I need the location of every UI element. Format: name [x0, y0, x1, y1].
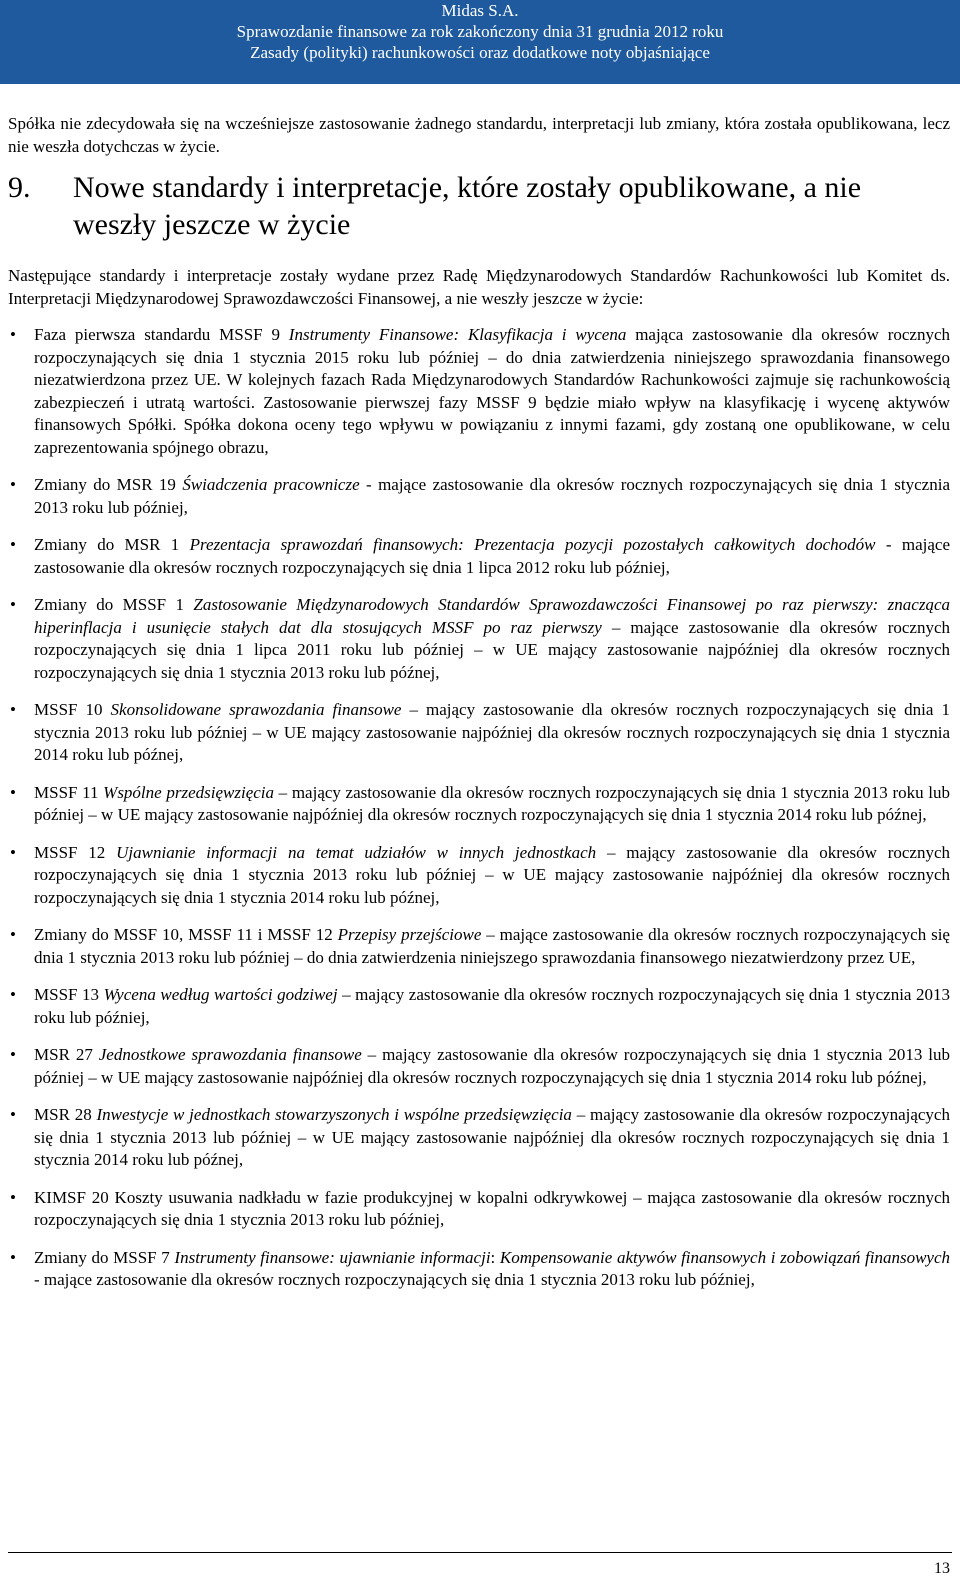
item-text: MSR 28	[34, 1105, 97, 1124]
item-title: Kompensowanie aktywów finansowych i zobowiązań finansowych	[499, 1247, 950, 1267]
list-item	[8, 924, 950, 969]
item-text: MSSF 13	[34, 985, 104, 1004]
section-title: Nowe standardy i interpretacje, które zostały opublikowane, a nie weszły jeszcze w życie	[73, 171, 862, 241]
item-title: Wycena według wartości godziwej	[103, 985, 338, 1004]
item-text: KIMSF 20 Koszty usuwania nadkładu w fazie produkcyjnej w kopalni odkrywkowej – mająca zastosowanie dla okresów rocznych rozpoczynających się dnia 1 stycznia 2013 roku lub później,	[34, 1187, 950, 1229]
page-number: 13	[934, 1560, 950, 1577]
item-text: - mające zastosowanie dla okresów rocznych rozpoczynających się dnia 1 stycznia 2013 roku lub później,	[34, 475, 950, 517]
item-text: – mający zastosowanie dla okresów rocznych rozpoczynających się dnia 1 stycznia 2013 roku lub później – w UE mający zastosowanie najpóźniej dla okresów rocznych rozpoczynających się dnia 1 stycznia 2014 roku lub późnej,	[34, 700, 950, 764]
bullet-icon: •	[10, 925, 16, 944]
list-item	[8, 782, 950, 827]
list-item	[8, 324, 950, 459]
standards-list	[8, 324, 950, 1292]
item-title: Inwestycje w jednostkach stowarzyszonych i wspólne przedsięwzięcia	[96, 1105, 572, 1124]
bullet-icon: •	[10, 782, 16, 802]
opening-paragraph: Spółka nie zdecydowała się na wcześniejsze zastosowanie żadnego standardu, interpretacji lub zmiany, która została opublikowana, lecz nie weszła dotychczas w życie.	[8, 114, 950, 156]
item-text: Zmiany do MSSF 7	[34, 1247, 175, 1267]
bullet-icon: •	[10, 1247, 16, 1267]
item-text: – mające zastosowanie dla okresów rocznych rozpoczynających się dnia 1 stycznia 2013 roku lub później – do dnia zatwierdzenia niniejszego sprawozdania finansowego niezatwierdzony przez UE,	[34, 925, 950, 967]
company-name: Midas S.A.	[441, 1, 519, 20]
item-title: Świadczenia pracownicze	[182, 475, 360, 494]
item-title: Prezentacja sprawozdań finansowych: Prezentacja pozycji pozostałych całkowitych dochodów	[189, 535, 876, 554]
item-text: – mający zastosowanie dla okresów rocznych rozpoczynających się dnia 1 stycznia 2013 roku lub później – w UE mający zastosowanie najpóźniej dla okresów rocznych rozpoczynających się dnia 1 stycznia 2014 roku lub późnej,	[34, 782, 950, 824]
item-title: Zastosowanie Międzynarodowych Standardów Sprawozdawczości Finansowej po raz pierwszy: znacząca hiperinflacja i usunięcie stałych dat dla stosujących MSSF po raz pierwszy	[34, 595, 951, 637]
list-item	[8, 534, 950, 579]
bullet-icon: •	[10, 700, 16, 719]
list-item	[8, 474, 950, 519]
document-body	[8, 113, 950, 1307]
item-title: Przepisy przejściowe	[337, 925, 482, 944]
bullet-icon: •	[10, 1105, 16, 1124]
item-text: – mające zastosowanie dla okresów rocznych rozpoczynających się dnia 1 lipca 2011 roku lub później – w UE mający zastosowanie najpóźniej dla okresów rocznych rozpoczynających się dnia 1 stycznia 2013 roku lub późnej,	[34, 617, 950, 682]
list-item	[8, 1247, 950, 1292]
item-text: Faza pierwsza standardu MSSF 9	[34, 325, 289, 344]
bullet-icon: •	[10, 1187, 16, 1207]
bullet-icon: •	[10, 842, 16, 862]
item-text: - mające zastosowanie dla okresów rocznych rozpoczynających się dnia 1 lipca 2012 roku lub później,	[34, 535, 950, 577]
item-text: – mający zastosowanie dla okresów rozpoczynających się dnia 1 stycznia 2013 lub później – w UE mający zastosowanie najpóźniej dla okresów rocznych rozpoczynających się dnia 1 stycznia 2014 roku lub późnej,	[34, 1105, 950, 1169]
item-text: :	[490, 1247, 500, 1267]
list-item	[8, 984, 950, 1029]
list-item	[8, 594, 950, 684]
item-title: Skonsolidowane sprawozdania finansowe	[110, 700, 402, 719]
bullet-icon: •	[10, 1045, 16, 1064]
bullet-icon: •	[10, 985, 16, 1004]
item-text: mająca zastosowanie dla okresów rocznych rozpoczynających się dnia 1 stycznia 2015 roku lub później – do dnia zatwierdzenia niniejszego sprawozdania finansowego niezatwierdzona przez UE. W kolejnych fazach Rada Międzynarodowych Standardów Rachunkowości zajmuje się rachunkowością zabezpieczeń i utratą wartości. Zastosowanie pierwszej fazy MSSF 9 będzie miało wpływ na klasyfikację i wycenę aktywów finansowych Spółki. Spółka dokona oceny tego wpływu w powiązaniu z innymi fazami, gdy zostaną one opublikowane, w celu zaprezentowania spójnego obrazu,	[34, 325, 950, 457]
list-item	[8, 842, 950, 910]
item-title: Instrumenty Finansowe: Klasyfikacja i wycena	[288, 325, 627, 344]
item-title: Ujawnianie informacji na temat udziałów w innych jednostkach	[116, 842, 597, 862]
item-text: Zmiany do MSSF 1	[34, 595, 194, 614]
section-number: 9.	[8, 171, 31, 204]
item-text: – mający zastosowanie dla okresów rocznych rozpoczynających się dnia 1 stycznia 2013 roku lub później,	[34, 985, 951, 1027]
item-text: MSR 27	[34, 1045, 99, 1064]
item-text: – mający zastosowanie dla okresów rozpoczynających się dnia 1 stycznia 2013 lub później – w UE mający zastosowanie najpóźniej dla okresów rocznych rozpoczynających się dnia 1 stycznia 2014 roku lub późnej,	[34, 1045, 950, 1087]
intro-paragraph: Następujące standardy i interpretacje zostały wydane przez Radę Międzynarodowych Standardów Rachunkowości lub Komitet ds. Interpretacji Międzynarodowej Sprawozdawczości Finansowej, a nie weszły jeszcze w życie:	[8, 266, 950, 308]
item-title: Wspólne przedsięwzięcia	[103, 782, 275, 802]
bullet-icon: •	[10, 475, 16, 494]
list-item	[8, 1187, 950, 1232]
item-title: Jednostkowe sprawozdania finansowe	[98, 1045, 362, 1064]
item-text: Zmiany do MSR 1	[34, 535, 190, 554]
list-item	[8, 699, 950, 767]
section-heading	[8, 169, 950, 243]
item-title: Instrumenty finansowe: ujawnianie informacji	[174, 1247, 491, 1267]
item-text: MSSF 11	[34, 782, 104, 802]
bullet-icon: •	[10, 535, 16, 554]
item-text: MSSF 10	[34, 700, 111, 719]
item-text: MSSF 12	[34, 842, 117, 862]
report-title: Sprawozdanie finansowe za rok zakończony dnia 31 grudnia 2012 roku	[236, 22, 724, 41]
list-item	[8, 1044, 950, 1089]
bullet-icon: •	[10, 595, 16, 614]
item-text: – mający zastosowanie dla okresów rocznych rozpoczynających się dnia 1 stycznia 2013 roku lub później – w UE mający zastosowanie najpóźniej dla okresów rocznych rozpoczynających się dnia 1 stycznia 2014 roku lub późnej,	[34, 842, 950, 907]
list-item	[8, 1104, 950, 1172]
report-subtitle: Zasady (polityki) rachunkowości oraz dodatkowe noty objaśniające	[250, 43, 710, 62]
item-text: Zmiany do MSSF 10, MSSF 11 i MSSF 12	[34, 925, 338, 944]
item-text: Zmiany do MSR 19	[34, 475, 183, 494]
bullet-icon: •	[10, 325, 16, 344]
item-text: - mające zastosowanie dla okresów rocznych rozpoczynających się dnia 1 stycznia 2013 roku lub później,	[34, 1270, 755, 1289]
report-header	[0, 0, 960, 84]
footer-divider	[8, 1552, 952, 1553]
